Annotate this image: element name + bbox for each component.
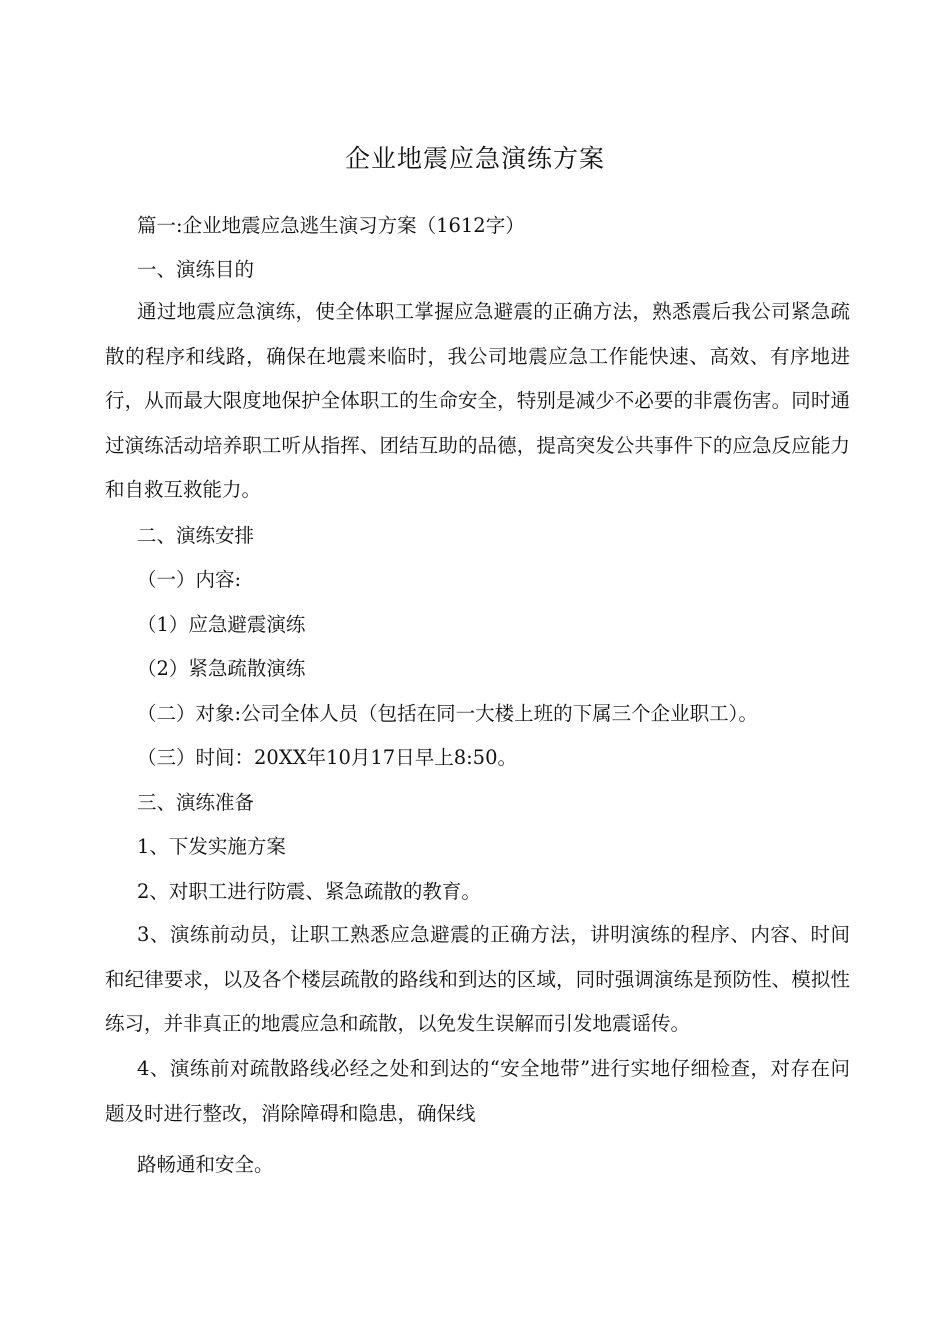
prep-item: 2、对职工进行防震、紧急疏散的教育。 xyxy=(137,880,481,903)
section-heading-arrangement: 二、演练安排 xyxy=(137,524,255,547)
prep-item-continuation: 路畅通和安全。 xyxy=(137,1153,274,1176)
article-heading: 篇一:企业地震应急逃生演习方案（1612字） xyxy=(137,214,525,237)
content-item: （2）紧急疏散演练 xyxy=(137,657,306,680)
section-heading-purpose: 一、演练目的 xyxy=(137,258,255,281)
section-heading-preparation: 三、演练准备 xyxy=(137,791,255,814)
content-heading: （一）内容: xyxy=(137,568,242,591)
target-line: （二）对象:公司全体人员（包括在同一大楼上班的下属三个企业职工）。 xyxy=(137,702,758,725)
prep-item-paragraph: 3、演练前动员，让职工熟悉应急避震的正确方法，讲明演练的程序、内容、时间和纪律要求，以及各个楼层疏散的路线和到达的区域，同时强调演练是预防性、模拟性练习，并非真正的地震应急和疏散，以免发生误解而引发地震谣传。 xyxy=(105,923,850,1036)
prep-item: 1、下发实施方案 xyxy=(137,835,286,858)
content-item: （1）应急避震演练 xyxy=(137,613,306,636)
time-line: （三）时间：20XX年10月17日早上8:50。 xyxy=(137,746,517,769)
purpose-paragraph: 通过地震应急演练，使全体职工掌握应急避震的正确方法，熟悉震后我公司紧急疏散的程序和线路，确保在地震来临时，我公司地震应急工作能快速、高效、有序地进行，从而最大限度地保护全体职工的生命安全，特别是减少不必要的非震伤害。同时通过演练活动培养职工听从指挥、团结互助的品德，提高突发公共事件下的应急反应能力和自救互救能力。 xyxy=(105,300,850,502)
document-title: 企业地震应急演练方案 xyxy=(344,144,605,173)
prep-item-paragraph: 4、演练前对疏散路线必经之处和到达的“安全地带”进行实地仔细检查，对存在问题及时进行整改，消除障碍和隐患，确保线 xyxy=(105,1057,850,1125)
